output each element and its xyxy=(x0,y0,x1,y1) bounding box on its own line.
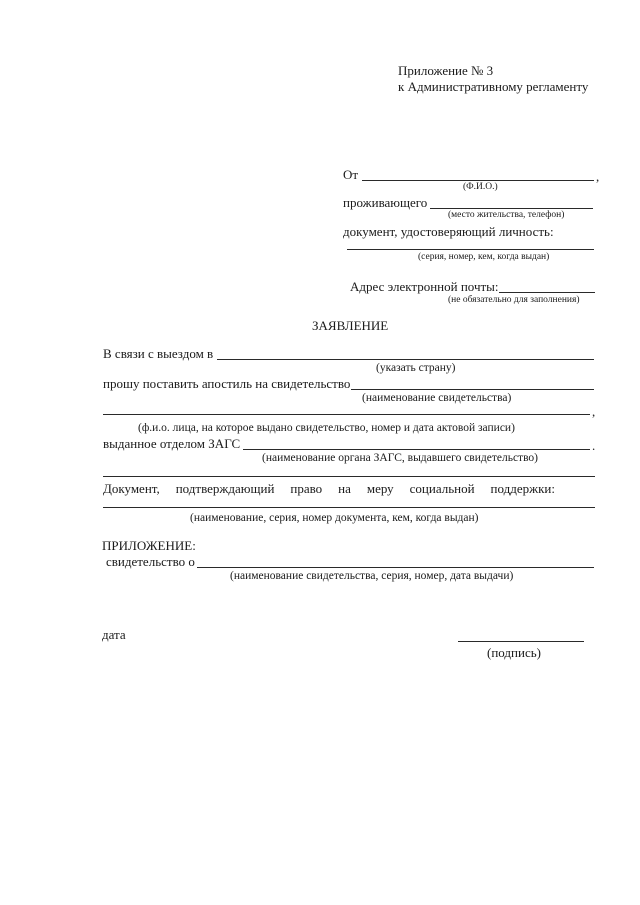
email-field-line[interactable] xyxy=(499,292,595,293)
departure-label: В связи с выездом в xyxy=(103,346,214,361)
country-hint: (указать страну) xyxy=(376,362,456,374)
fio-hint: (Ф.И.О.) xyxy=(463,182,498,192)
support-word: на xyxy=(338,481,351,496)
certificate-name-hint: (наименование свидетельства) xyxy=(362,392,512,404)
id-document-hint: (серия, номер, кем, когда выдан) xyxy=(418,252,550,262)
person-hint: (ф.и.о. лица, на которое выдано свидетельство, номер и дата актовой записи) xyxy=(138,422,515,434)
support-document-hint: (наименование, серия, номер документа, кем, когда выдан) xyxy=(190,512,479,524)
attachment-certificate-label: свидетельство о xyxy=(106,554,195,569)
fio-field-line[interactable] xyxy=(362,180,594,181)
person-line-comma: , xyxy=(592,404,596,419)
certificate-name-field-line[interactable] xyxy=(351,389,594,390)
person-field-line[interactable] xyxy=(103,414,590,415)
signature-field-line[interactable] xyxy=(458,641,584,642)
residence-hint: (место жительства, телефон) xyxy=(448,210,565,220)
attachment-certificate-hint: (наименование свидетельства, серия, номер, дата выдачи) xyxy=(230,570,514,582)
support-word: поддержки: xyxy=(490,481,555,496)
support-word: меру xyxy=(366,481,394,496)
attachment-certificate-field-line[interactable] xyxy=(197,567,594,568)
support-word: Документ, xyxy=(103,481,160,496)
support-word: социальной xyxy=(409,481,475,496)
email-hint: (не обязательно для заполнения) xyxy=(448,295,580,305)
support-word: подтверждающий xyxy=(175,481,275,496)
zags-field-line[interactable] xyxy=(243,449,590,450)
appendix-number: Приложение № 3 xyxy=(398,63,494,78)
date-label: дата xyxy=(102,627,126,642)
email-label: Адрес электронной почты: xyxy=(350,279,499,294)
country-field-line[interactable] xyxy=(217,359,594,360)
zags-hint: (наименование органа ЗАГС, выдавшего свидетельство) xyxy=(262,452,539,464)
fio-comma: , xyxy=(596,169,600,184)
zags-continuation-line[interactable] xyxy=(103,476,595,477)
residence-field-line[interactable] xyxy=(430,208,593,209)
zags-label: выданное отделом ЗАГС xyxy=(103,436,241,451)
attachment-heading: ПРИЛОЖЕНИЕ: xyxy=(102,538,196,553)
support-document-field-line[interactable] xyxy=(103,507,595,508)
residing-label: проживающего xyxy=(343,195,428,210)
social-support-label xyxy=(103,482,555,495)
apostille-label: прошу поставить апостиль на свидетельство xyxy=(103,376,351,391)
from-label: От xyxy=(343,167,359,182)
id-document-label: документ, удостоверяющий личность: xyxy=(343,224,554,239)
document-title: ЗАЯВЛЕНИЕ xyxy=(312,318,389,333)
support-word: право xyxy=(290,481,323,496)
id-document-field-line[interactable] xyxy=(347,249,594,250)
zags-line-dot: . xyxy=(592,438,596,453)
signature-hint: (подпись) xyxy=(487,645,541,660)
appendix-reference: к Административному регламенту xyxy=(398,79,589,94)
